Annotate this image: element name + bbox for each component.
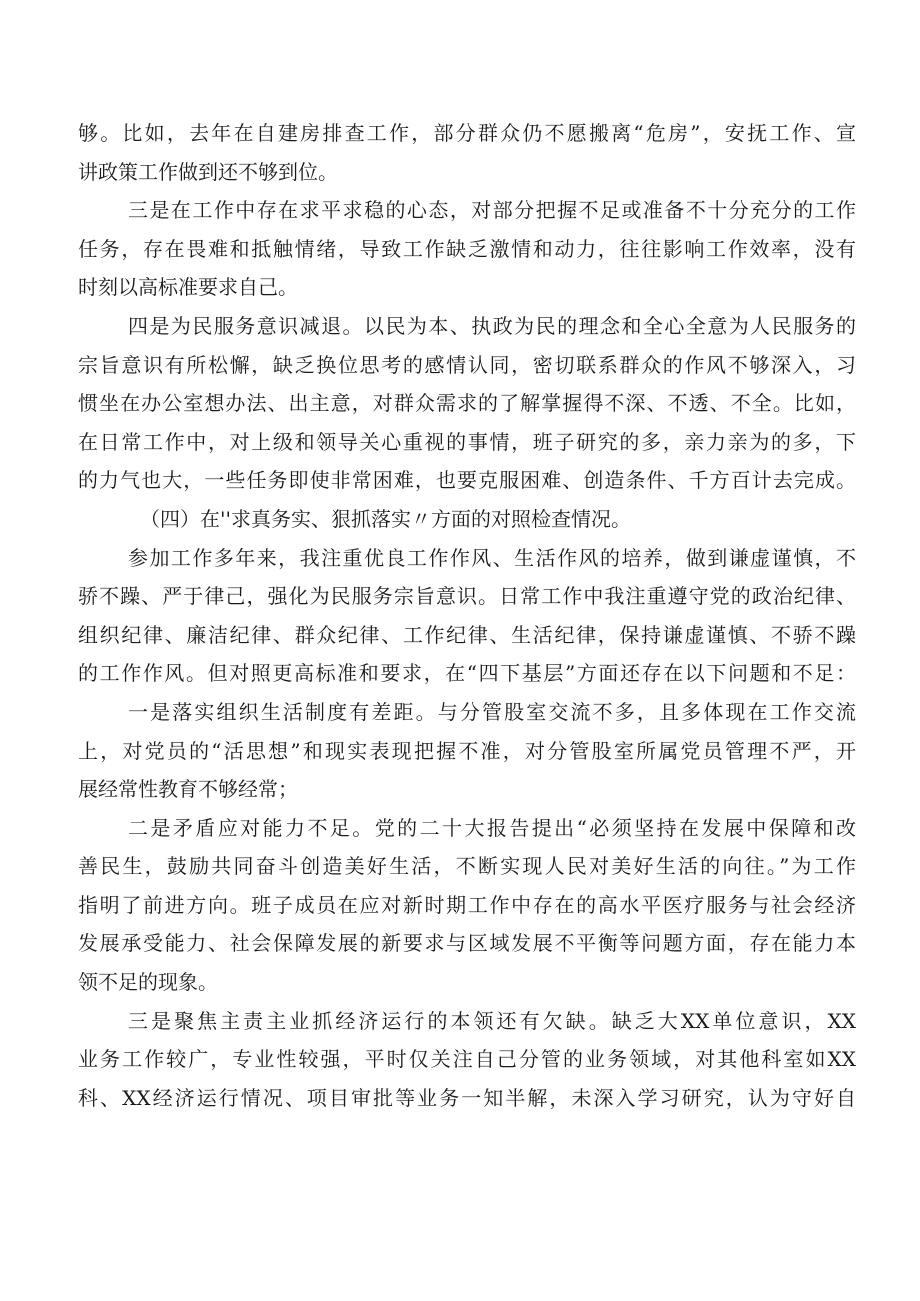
text-line: 三是在工作中存在求平求稳的心态，对部分把握不足或准备不十分充分的工作 — [128, 198, 856, 223]
text-line: 四是为民服务意识减退。以民为本、执政为民的理念和全心全意为人民服务的 — [128, 313, 856, 338]
paragraph-item-one — [78, 693, 856, 809]
text-line: 讲政策工作做到还不够到位。 — [78, 159, 338, 184]
text-line: 一是落实组织生活制度有差距。与分管股室交流不多，且多体现在工作交流 — [128, 699, 856, 724]
document-body — [78, 114, 856, 1117]
text-line: 上，对党员的“活思想”和现实表现把握不准，对分管股室所属党员管理不严，开 — [78, 738, 856, 763]
paragraph-item-three — [78, 1002, 856, 1118]
text-line: 的工作作风。但对照更高标准和要求，在“四下基层”方面还存在以下问题和不足： — [78, 661, 856, 686]
text-line: 惯坐在办公室想办法、出主意，对群众需求的了解掌握得不深、不透、不全。比如， — [78, 391, 856, 416]
text-line: 参加工作多年来，我注重优良工作作风、生活作风的培养，做到谦虚谨慎，不 — [128, 545, 856, 570]
text-line: 时刻以高标准要求自己。 — [78, 275, 298, 300]
text-line: 宗旨意识有所松懈，缺乏换位思考的感情认同，密切联系群众的作风不够深入，习 — [78, 352, 856, 377]
section-heading — [78, 500, 856, 539]
paragraph-overview — [78, 539, 856, 693]
text-line: 科、XX经济运行情况、项目审批等业务一知半解，未深入学习研究，认为守好自 — [78, 1085, 856, 1110]
text-line: 组织纪律、廉洁纪律、群众纪律、工作纪律、生活纪律，保持谦虚谨慎、不骄不躁 — [78, 622, 856, 647]
text-line: 任务，存在畏难和抵触情绪，导致工作缺乏激情和动力，往往影响工作效率，没有 — [78, 236, 856, 261]
text-line: 业务工作较广，专业性较强，平时仅关注自己分管的业务领域，对其他科室如XX — [78, 1047, 856, 1072]
text-line: 发展承受能力、社会保障发展的新要求与区域发展不平衡等问题方面，存在能力本 — [78, 931, 856, 956]
text-line: 的力气也大，一些任务即使非常困难，也要克服困难、创造条件、千方百计去完成。 — [78, 468, 856, 493]
text-line: 领不足的现象。 — [78, 970, 218, 995]
text-line: 展经常性教育不够经常； — [78, 777, 298, 802]
text-line: 骄不躁、严于律己，强化为民服务宗旨意识。日常工作中我注重遵守党的政治纪律、 — [78, 584, 856, 609]
paragraph-point-four — [78, 307, 856, 500]
text-line: 三是聚焦主责主业抓经济运行的本领还有欠缺。缺乏大XX单位意识，XX — [128, 1008, 856, 1033]
text-line: 够。比如，去年在自建房排查工作，部分群众仍不愿搬离“危房”，安抚工作、宣 — [78, 121, 856, 145]
text-line: 指明了前进方向。班子成员在应对新时期工作中存在的高水平医疗服务与社会经济 — [78, 892, 856, 917]
section-heading-text: （四）在''求真务实、狠抓落实〃方面的对照检查情况。 — [140, 506, 631, 531]
paragraph-point-three — [78, 191, 856, 307]
paragraph-item-two — [78, 809, 856, 1002]
text-line: 在日常工作中，对上级和领导关心重视的事情，班子研究的多，亲力亲为的多，下 — [78, 429, 856, 454]
text-line: 善民生，鼓励共同奋斗创造美好生活，不断实现人民对美好生活的向往。”为工作 — [78, 854, 856, 879]
paragraph-continuation — [78, 114, 856, 191]
text-line: 二是矛盾应对能力不足。党的二十大报告提出“必须坚持在发展中保障和改 — [128, 815, 856, 840]
